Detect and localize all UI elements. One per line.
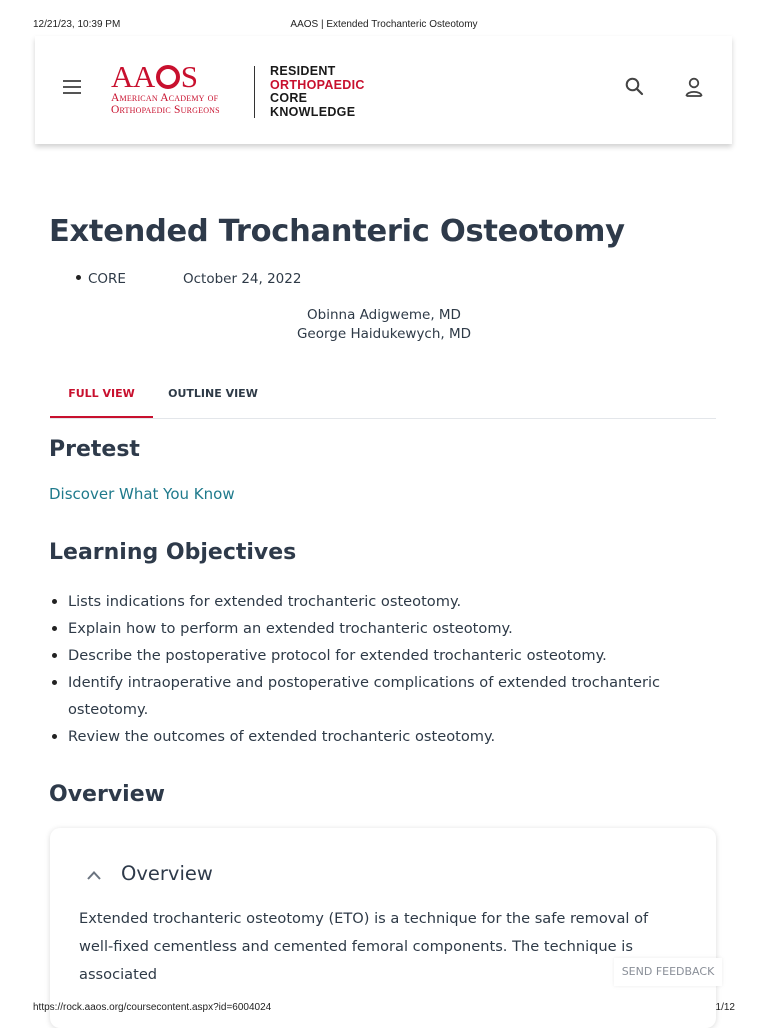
search-icon[interactable] — [624, 76, 646, 98]
pretest-link[interactable]: Discover What You Know — [49, 485, 235, 503]
print-footer — [0, 994, 768, 1024]
aaos-logo[interactable] — [111, 59, 241, 122]
overview-card-title[interactable]: Overview — [121, 862, 213, 885]
aaos-seal-icon — [156, 65, 180, 89]
list-item: Explain how to perform an extended trochanteric osteotomy. — [49, 615, 669, 642]
list-item: Lists indications for extended trochanteric osteotomy. — [49, 588, 669, 615]
print-url: https://rock.aaos.org/coursecontent.aspx?id=6004024 — [33, 1002, 272, 1013]
site-header — [35, 36, 732, 144]
pretest-heading: Pretest — [49, 437, 140, 462]
page-title: Extended Trochanteric Osteotomy — [49, 214, 625, 249]
send-feedback-button[interactable]: SEND FEEDBACK — [614, 958, 722, 986]
logo-subtitle-line1: American Academy of — [111, 92, 219, 104]
logo-divider — [254, 66, 255, 118]
tab-full-view[interactable]: FULL VIEW — [50, 376, 153, 418]
author-name[interactable]: Obinna Adigweme, MD — [307, 307, 461, 323]
article-tag-label: CORE — [88, 271, 126, 287]
tab-outline-view[interactable]: OUTLINE VIEW — [168, 387, 258, 400]
article-tag — [76, 271, 126, 287]
print-datetime: 12/21/23, 10:39 PM — [33, 19, 121, 30]
brand-line-knowledge: KNOWLEDGE — [270, 104, 356, 119]
print-document-title: AAOS | Extended Trochanteric Osteotomy — [290, 19, 478, 30]
author-name[interactable]: George Haidukewych, MD — [296, 326, 472, 342]
brand-line-core: CORE — [270, 91, 308, 105]
learning-objectives-heading: Learning Objectives — [49, 540, 297, 565]
brand-line-orthopaedic: ORTHOPAEDIC — [270, 77, 365, 92]
rock-brand[interactable] — [270, 65, 365, 119]
print-page-counter: 1/12 — [715, 1002, 735, 1013]
list-item: Identify intraoperative and postoperative complications of extended trochanteric osteotomy. — [49, 669, 669, 723]
chevron-up-icon[interactable] — [86, 866, 102, 878]
list-item: Describe the postoperative protocol for extended trochanteric osteotomy. — [49, 642, 669, 669]
list-item: Review the outcomes of extended trochanteric osteotomy. — [49, 723, 669, 750]
hamburger-menu-icon[interactable] — [63, 80, 81, 94]
aaos-logo-wordmark: AA S — [111, 59, 198, 94]
print-header — [0, 0, 768, 40]
overview-heading: Overview — [49, 782, 165, 807]
logo-subtitle-line2: Orthopaedic Surgeons — [111, 104, 220, 116]
overview-card-body: Extended trochanteric osteotomy (ETO) is a technique for the safe removal of well-fixed cementless and cemented femoral components. The technique is associated — [79, 910, 649, 983]
bullet-icon — [76, 275, 81, 280]
view-tabs — [50, 376, 716, 419]
author-list — [0, 306, 768, 344]
user-icon[interactable] — [683, 76, 705, 100]
learning-objectives-list — [49, 588, 669, 750]
brand-line-resident: RESIDENT — [270, 64, 336, 78]
article-date: October 24, 2022 — [183, 271, 302, 287]
